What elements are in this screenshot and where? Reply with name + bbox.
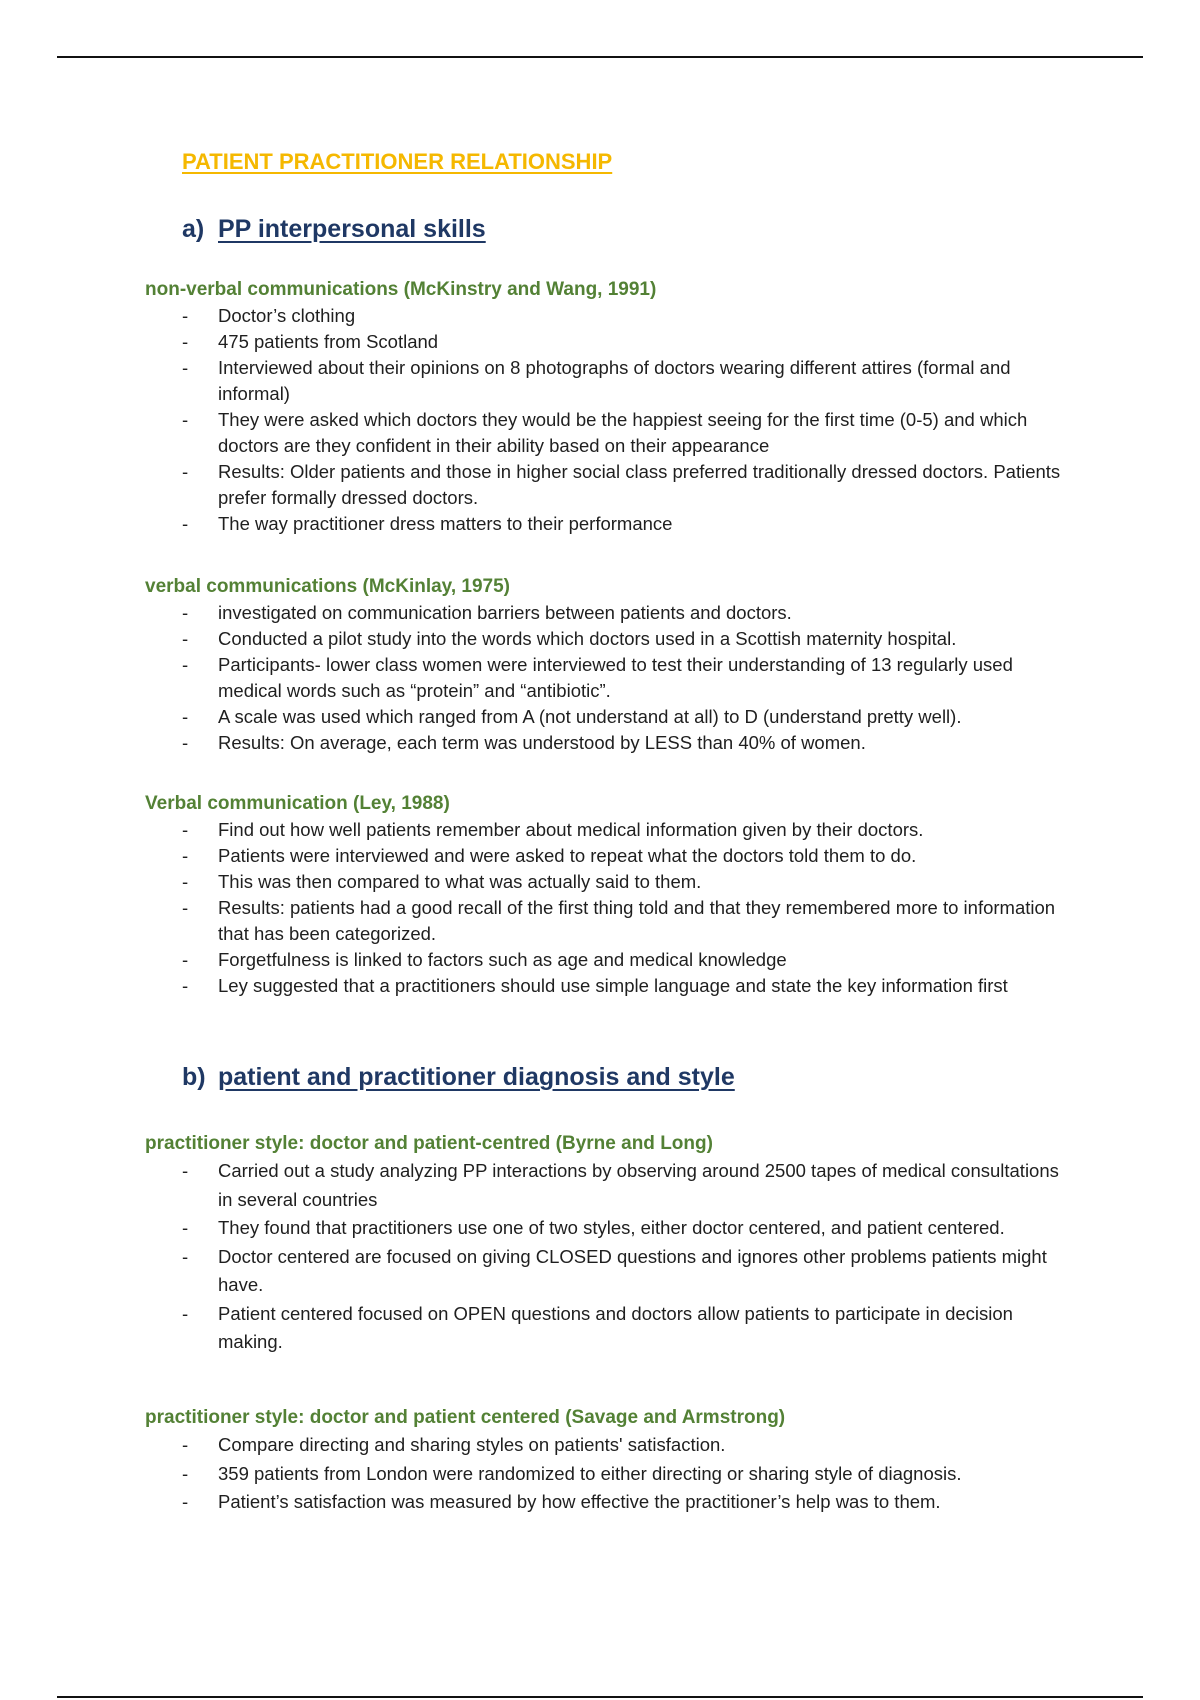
list-item: - The way practitioner dress matters to their performance [182,513,673,534]
list-item: - Forgetfulness is linked to factors such as age and medical knowledge [182,949,787,970]
section-letter: a) [182,215,205,243]
study-block [145,574,1065,756]
list-item: - 475 patients from Scotland [182,331,439,352]
list-item: - They found that practitioners use one of two styles, either doctor centered, and patient centered. [182,1217,1005,1238]
list-item: - They were asked which doctors they would be the happiest seeing for the first time (0-5) and which doctors are they confident in their ability based on their appearance [182,409,1028,456]
section-title: patient and practitioner diagnosis and style [218,1063,735,1091]
section-heading-b [182,1063,735,1092]
list-item: - Conducted a pilot study into the words which doctors used in a Scottish maternity hospital. [182,628,957,649]
section-title: PP interpersonal skills [218,215,486,243]
list-item: - Doctor’s clothing [182,305,356,326]
top-rule [57,56,1143,58]
list-item: - Find out how well patients remember about medical information given by their doctors. [182,819,924,840]
section-letter: b) [182,1063,206,1091]
study-block [145,791,1065,999]
list-item: - Patient centered focused on OPEN questions and doctors allow patients to participate in decision making. [182,1302,1013,1352]
study-title: non-verbal communications (McKinstry and Wang, 1991) [145,279,657,300]
list-item: - Results: patients had a good recall of the first thing told and that they remembered more to information that has been categorized. [182,897,1056,944]
list-item: - Participants- lower class women were interviewed to test their understanding of 13 regularly used medical words such as “protein” and “antibiotic”. [182,654,1013,701]
bottom-rule [57,1696,1143,1698]
study-title: practitioner style: doctor and patient centered (Savage and Armstrong) [145,1407,786,1428]
list-item: - Patients were interviewed and were asked to repeat what the doctors told them to do. [182,845,917,866]
list-item: - Interviewed about their opinions on 8 photographs of doctors wearing different attires (formal and informal) [182,357,1011,404]
bullet-list [145,600,1065,756]
list-item: - Compare directing and sharing styles on patients' satisfaction. [182,1434,726,1455]
list-item: - Ley suggested that a practitioners should use simple language and state the key information first [182,975,1008,996]
list-item: - 359 patients from London were randomized to either directing or sharing style of diagnosis. [182,1462,962,1484]
list-item: - Results: Older patients and those in higher social class preferred traditionally dressed doctors. Patients prefer formally dressed doctors. [182,461,1061,508]
study-title: practitioner style: doctor and patient-centred (Byrne and Long) [145,1133,713,1154]
list-item: - Patient’s satisfaction was measured by how effective the practitioner’s help was to them. [182,1491,941,1512]
study-block [145,1405,1065,1517]
document-title: PATIENT PRACTITIONER RELATIONSHIP [182,149,613,174]
bullet-list [145,1431,1065,1517]
study-block [145,277,1065,537]
list-item: - Doctor centered are focused on giving CLOSED questions and ignores other problems patients might have. [182,1245,1047,1295]
study-block [145,1131,1065,1357]
study-title: Verbal communication (Ley, 1988) [145,793,450,814]
list-item: - Results: On average, each term was understood by LESS than 40% of women. [182,732,866,753]
study-title: verbal communications (McKinlay, 1975) [145,576,510,597]
list-item: - Carried out a study analyzing PP interactions by observing around 2500 tapes of medical consultations in several countries [182,1160,1059,1210]
section-heading-a [182,215,486,244]
list-item: - This was then compared to what was actually said to them. [182,871,702,892]
list-item: - A scale was used which ranged from A (not understand at all) to D (understand pretty well). [182,706,962,727]
bullet-list [145,303,1065,537]
bullet-list [145,1157,1065,1357]
bullet-list [145,817,1065,999]
list-item: - investigated on communication barriers between patients and doctors. [182,602,792,623]
